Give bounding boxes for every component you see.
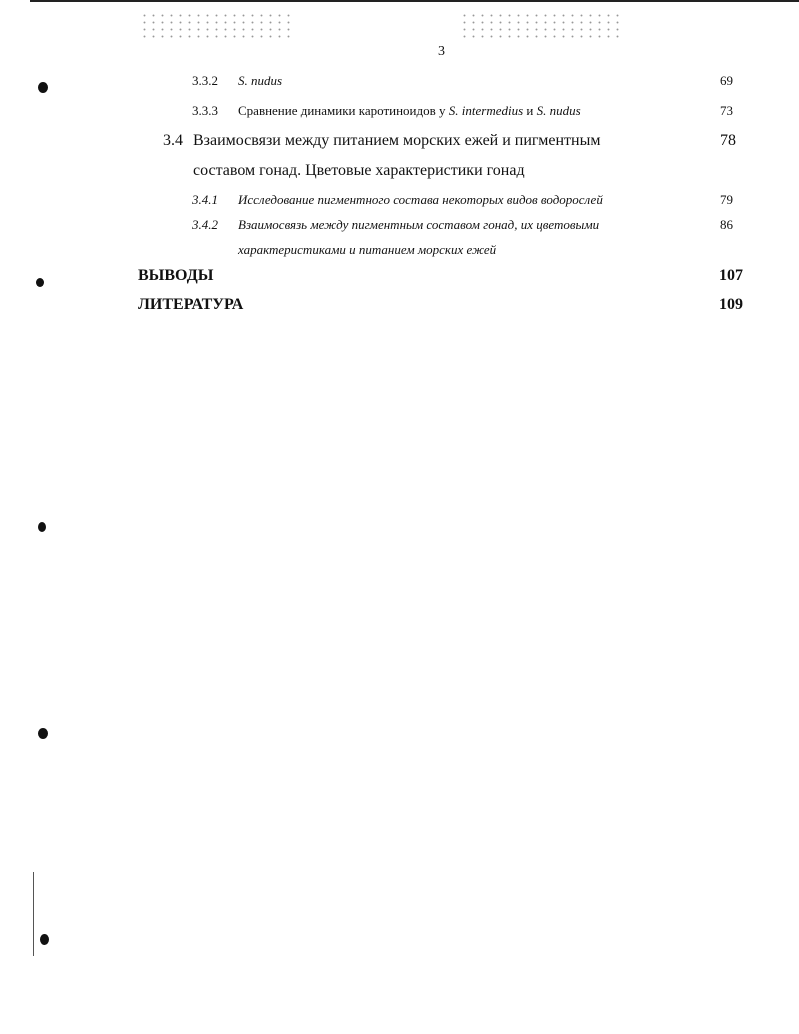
scan-edge-line bbox=[33, 872, 34, 956]
toc-entry-title-line2: составом гонад. Цветовые характеристики гонад bbox=[193, 162, 525, 179]
toc-entry-page: 86 bbox=[720, 217, 733, 232]
toc-entry-number: 3.4.2 bbox=[192, 217, 218, 232]
punch-hole-5 bbox=[40, 934, 49, 945]
punch-hole-4 bbox=[38, 728, 48, 739]
toc-entry-title bbox=[238, 103, 581, 119]
page-number: 3 bbox=[438, 44, 445, 59]
scan-noise-right bbox=[460, 12, 620, 42]
toc-entry-number: 3.4.1 bbox=[192, 192, 218, 207]
toc-entry-page: 109 bbox=[719, 296, 743, 313]
punch-hole-1 bbox=[38, 82, 48, 93]
toc-entry-title-line2: характеристиками и питанием морских ежей bbox=[238, 242, 497, 257]
species-name: S. nudus bbox=[536, 103, 581, 118]
toc-entry-title: Взаимосвязи между питанием морских ежей и пигментным bbox=[193, 132, 601, 149]
punch-hole-2 bbox=[36, 278, 44, 287]
toc-entry-title: ЛИТЕРАТУРА bbox=[138, 296, 244, 313]
toc-entry-page: 69 bbox=[720, 73, 733, 88]
toc-entry-page: 79 bbox=[720, 192, 733, 207]
punch-hole-3 bbox=[38, 522, 46, 532]
toc-entry-title: S. nudus bbox=[238, 73, 283, 88]
toc-title-text: Сравнение динамики каротиноидов у bbox=[238, 103, 449, 118]
toc-entry-number: 3.3.3 bbox=[192, 103, 218, 118]
species-name: S. intermedius bbox=[448, 103, 524, 118]
scan-top-border bbox=[30, 0, 799, 2]
toc-entry-title: ВЫВОДЫ bbox=[138, 267, 214, 284]
toc-title-text: и bbox=[523, 103, 537, 118]
toc-entry-title: Взаимосвязь между пигментным составом гонад, их цветовыми bbox=[238, 217, 600, 232]
toc-entry-title: Исследование пигментного состава некоторых видов водорослей bbox=[238, 192, 603, 207]
toc-entry-page: 107 bbox=[719, 267, 743, 284]
scan-noise-left bbox=[140, 12, 290, 42]
toc-entry-number: 3.4 bbox=[163, 132, 183, 149]
toc-entry-page: 73 bbox=[720, 103, 733, 118]
toc-entry-number: 3.3.2 bbox=[192, 73, 218, 88]
toc-entry-page: 78 bbox=[720, 132, 736, 149]
